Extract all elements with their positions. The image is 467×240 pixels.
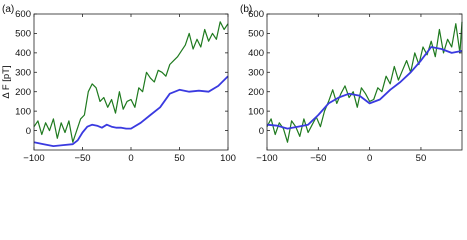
panel-b-ytick-500 [248,29,462,40]
panel-b-series-2-line [267,47,462,129]
panel-a-axes-box [34,14,228,150]
chart-panel-b [240,4,462,164]
panel-a-xtick-label: −100 [23,153,45,164]
panel-a-xtick-label: 0 [128,153,134,164]
panel-a-ylabel: Δ F [pT] [1,65,12,99]
panel-a-ytick-500 [15,29,228,40]
panel-a-xtick-0 [128,14,133,164]
panel-b-ytick-label: 300 [248,67,264,79]
panel-b-ytick-label: 100 [248,106,264,118]
panel-a-ytick-label: 500 [15,28,31,40]
panel-a-ytick-label: 0 [25,125,31,137]
panel-a-ytick-300 [15,67,228,78]
panel-b-label: (b) [240,4,253,15]
panel-b-ytick-600 [248,9,462,20]
panel-a-ytick-label: 200 [15,86,31,98]
panel-a-xtick-label: 100 [220,153,236,164]
panel-a-ytick-600 [15,9,228,20]
panel-a-ytick-label: 600 [15,9,31,21]
panel-a-xtick-label: 50 [174,153,185,164]
panel-b-xtick-label: −100 [256,153,278,164]
panel-a-xtick-label: −50 [74,153,91,164]
panel-b-ytick-label: 500 [248,28,264,40]
panel-b-ytick-100 [248,106,462,117]
panel-b-ytick-300 [248,67,462,78]
panel-a-ytick-label: 100 [15,106,31,118]
panel-b-xtick-label: 0 [366,153,373,164]
panel-b-xtick-label: −50 [310,153,327,164]
panel-a-ytick-400 [15,48,228,59]
panel-b-ytick-label: 200 [248,86,264,98]
panel-a-series-1-line [34,22,228,142]
panel-b-xtick--50 [310,14,326,164]
panel-a-ytick-label: 300 [15,67,31,79]
panel-b-ytick-label: 400 [248,48,264,60]
panel-a-label: (a) [2,4,15,15]
panel-b-xtick-50 [416,14,427,164]
panel-b-ytick-label: 600 [248,9,264,21]
panel-a-ytick-200 [15,87,228,98]
panel-b-xtick-0 [367,14,372,164]
panel-b-ytick-200 [248,87,462,98]
chart-panel-a [1,4,236,164]
panel-a-ytick-100 [15,106,228,117]
panel-b-ytick-label: 0 [258,125,264,137]
panel-a-ytick-label: 400 [15,48,31,60]
panel-a-series-2-line [34,76,228,146]
panel-b-axes-box [267,14,462,150]
panel-b-xtick-label: 50 [415,153,427,164]
panel-b-series-1-line [267,22,462,142]
